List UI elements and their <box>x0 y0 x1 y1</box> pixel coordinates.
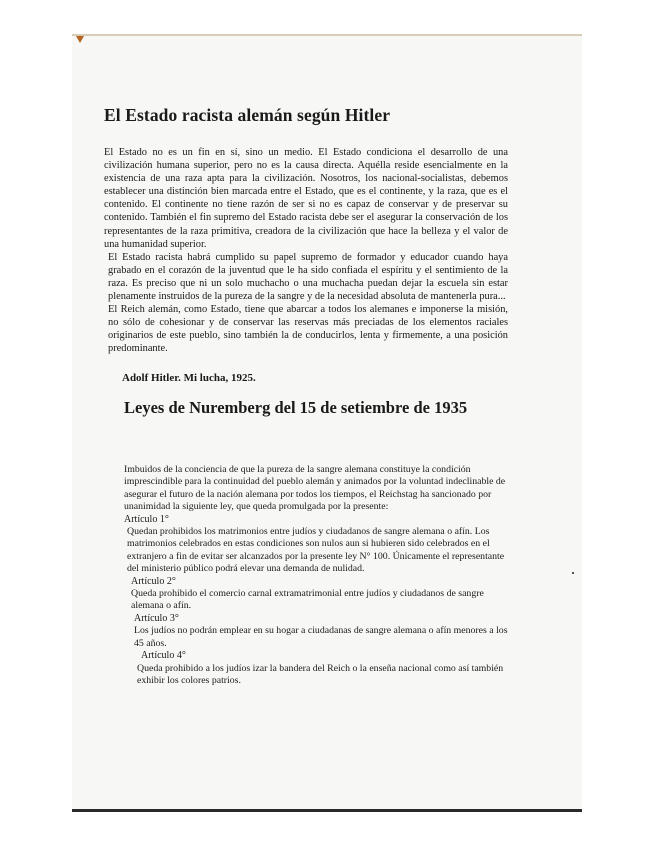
hitler-paragraph-1: El Estado no es un fin en sí, sino un medio. El Estado condiciona el desarrollo de una civilización humana superior, pero no es la causa directa. Aquélla reside esencialmente en la existencia de una raza apta para la civilización. Nosotros, los nacional-socialistas, debemos establecer una distinción bien marcada entre el Estado, que es el continente, y la raza, que es el contenido. El continente no tiene razón de ser si no es capaz de conservar y de preservar su contenido. También el fin supremo del Estado racista debe ser el asegurar la conservación de los representantes de la raza primitiva, creadora de la civilización que hace la belleza y el valor de una humanidad superior. <box>104 147 508 250</box>
article-3-text: Los judíos no podrán emplear en su hogar a ciudadanas de sangre alemana o afín menores a los 45 años. <box>134 625 508 649</box>
article-4-text: Queda prohibido a los judíos izar la bandera del Reich o la enseña nacional como así también exhibir los colores patrios. <box>137 662 504 686</box>
quote-source: Adolf Hitler. Mi lucha, 1925. <box>122 371 256 384</box>
article-1-text: Quedan prohibidos los matrimonios entre judíos y ciudadanos de sangre alemana o afín. Los matrimonios celebrados en estas condiciones son nulos aun si hubieren sido celebrados en el extranjero a fin de evitar ser alcanzados por la presente ley N° 100. Únicamente el representante del ministerio público podrá elevar una demanda de nulidad. <box>127 526 505 575</box>
section-hitler <box>104 105 508 418</box>
section-title-nuremberg: Leyes de Nuremberg del 15 de setiembre de 1935 <box>124 397 468 417</box>
hitler-paragraph-3: El Reich alemán, como Estado, tiene que abarcar a todos los alemanes e imponerse la misión, no sólo de cohesionar y de conservar las reservas más preciadas de los elementos raciales originarios de este pueblo, sino también la de conducirlos, lenta y firmemente, a una posición predominante. <box>108 304 508 355</box>
corner-mark-icon <box>76 36 84 43</box>
nuremberg-laws-text <box>124 464 508 687</box>
article-3-label: Artículo 3° <box>134 612 179 624</box>
article-2-text: Queda prohibido el comercio carnal extramatrimonial entre judíos y ciudadanos de sangre alemana o afín. <box>131 588 484 612</box>
hitler-paragraph-2: El Estado racista habrá cumplido su papel supremo de formador y educador cuando haya grabado en el corazón de la juventud que le ha sido confiada el espíritu y el sentimiento de la raza. Es preciso que ni un solo muchacho o una muchacha puedan dejar la escuela sin estar plenamente instruidos de la pureza de la sangre y de la necesidad absoluta de mantenerla pura... <box>108 251 508 303</box>
article-4-label: Artículo 4° <box>141 650 186 662</box>
hitler-quote <box>104 146 508 356</box>
laws-preamble: Imbuidos de la conciencia de que la pureza de la sangre alemana constituye la condición imprescindible para la continuidad del pueblo alemán y animados por la voluntad indeclinable de asegurar el futuro de la nación alemana por todos los tiempos, el Reichstag ha sancionado por unanimidad la siguiente ley, que queda promulgada por la presente: <box>124 464 506 513</box>
article-2-label: Artículo 2° <box>131 575 176 587</box>
scan-speck <box>572 572 574 574</box>
section-title-hitler: El Estado racista alemán según Hitler <box>104 105 391 125</box>
article-1-label: Artículo 1° <box>124 513 169 525</box>
